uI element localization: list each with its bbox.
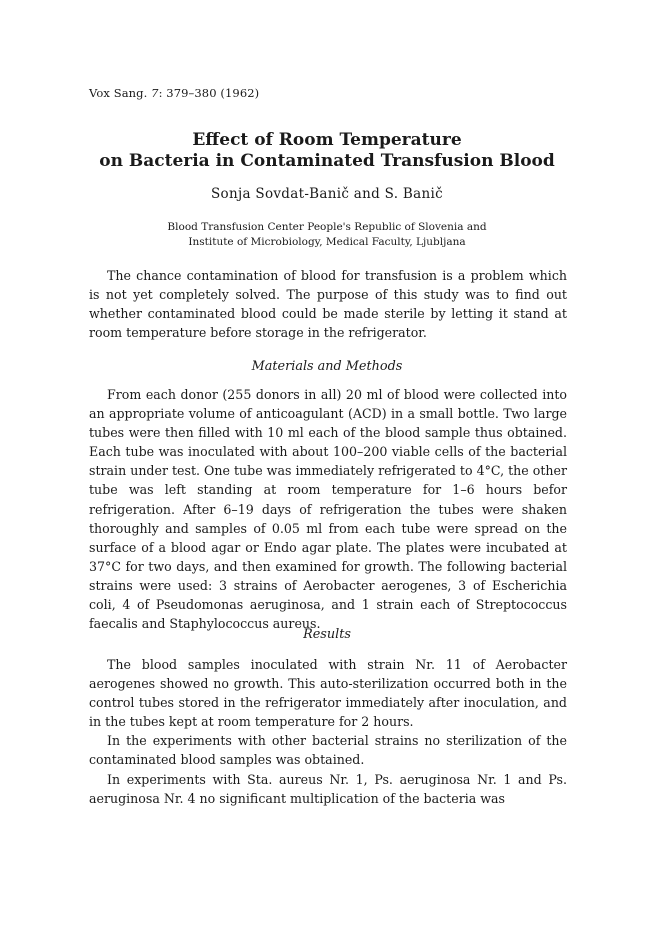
title-line-1: Effect of Room Temperature (192, 130, 462, 150)
journal-reference (89, 86, 259, 100)
paper-title (0, 130, 654, 172)
methods-section (89, 385, 567, 633)
results-heading: Results (303, 627, 351, 642)
results-paragraph-1: The blood samples inoculated with strain Nr. 11 of Aerobacter aerogenes showed no growth. This auto-sterilization occurred both in the control tubes stored in the refrigerator immediately after inoculation, and in the tubes kept at room temperature for 2 hours. (89, 657, 567, 730)
authors: Sonja Sovdat-Banič and S. Banič (211, 186, 443, 202)
title-line-2: on Bacteria in Contaminated Transfusion Blood (99, 151, 555, 171)
journal-volume: 7 (151, 86, 159, 100)
results-paragraph-2: In the experiments with other bacterial strains no sterilization of the contaminated blood samples was obtained. (89, 733, 567, 768)
results-paragraph-3: In experiments with Sta. aureus Nr. 1, Ps. aeruginosa Nr. 1 and Ps. aeruginosa Nr. 4 no significant multiplication of the bacteria was (89, 771, 567, 806)
journal-pages-year: : 379–380 (1962) (158, 86, 260, 100)
affiliation-line-2: Institute of Microbiology, Medical Faculty, Ljubljana (188, 236, 466, 248)
intro-section (89, 266, 567, 342)
methods-paragraph: From each donor (255 donors in all) 20 ml of blood were collected into an appropriate volume of anticoagulant (ACD) in a small bottle. Two large tubes were then filled with 10 ml each of the blood sample thus obtained. Each tube was inoculated with about 100–200 viable cells of the bacterial strain under test. One tube was immediately refrigerated to 4°C, the other tube was left standing at room temperature for 1–6 hours befor refrigeration. After 6–19 days of refrigeration the tubes were shaken thoroughly and samples of 0.05 ml from each tube were spread on the surface of a blood agar or Endo agar plate. The plates were incubated at 37°C for two days, and then examined for growth. The following bacterial strains were used: 3 strains of Aerobacter aerogenes, 3 of Escherichia coli, 4 of Pseudomonas aeruginosa, and 1 strain each of Streptococcus faecalis and Staphylococcus aureus. (89, 387, 567, 632)
journal-name: Vox Sang. (89, 86, 148, 100)
methods-heading: Materials and Methods (251, 359, 403, 374)
affiliation-line-1: Blood Transfusion Center People's Republic of Slovenia and (167, 221, 487, 233)
results-section (89, 655, 567, 808)
affiliation (0, 220, 654, 250)
intro-paragraph: The chance contamination of blood for transfusion is a problem which is not yet completely solved. The purpose of this study was to find out whether contaminated blood could be made sterile by letting it stand at room temperature before storage in the refrigerator. (89, 268, 567, 341)
